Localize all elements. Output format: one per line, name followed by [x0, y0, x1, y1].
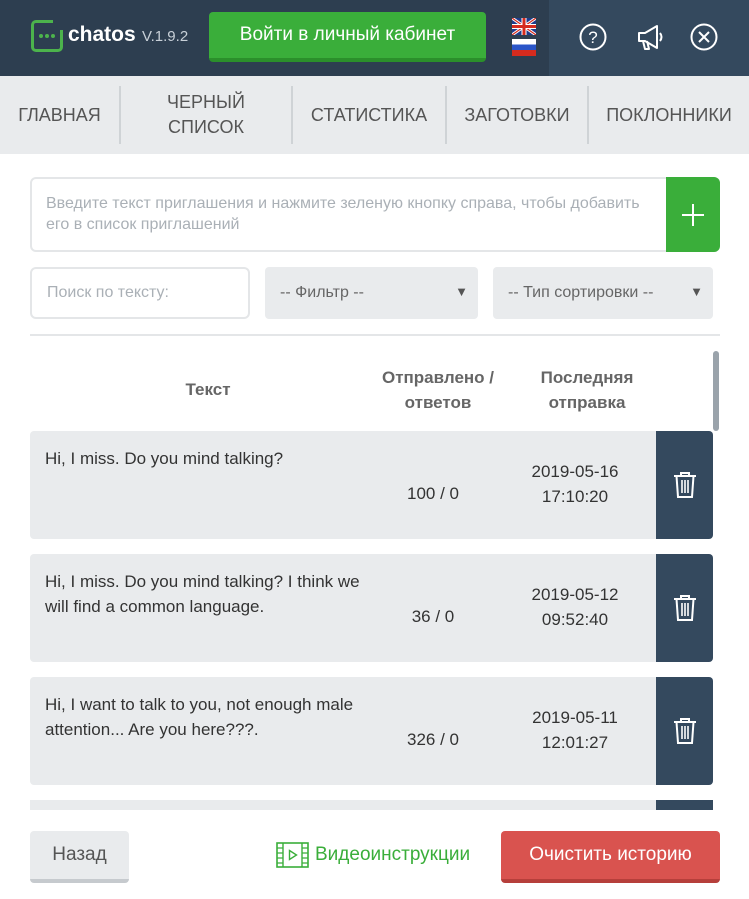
row-text: Hi, I miss. Do you mind talking?	[45, 449, 284, 468]
row-time: 12:01:27	[541, 733, 609, 752]
column-header-last-sent: Последняя отправка	[540, 368, 634, 412]
dropdown-arrow-icon: ▼	[690, 284, 703, 299]
sort-select-value: -- Тип сортировки --	[508, 284, 654, 301]
clear-history-button[interactable]: Очистить историю	[501, 831, 720, 883]
row-date: 2019-05-16	[531, 462, 619, 481]
row-time: 09:52:40	[541, 610, 609, 629]
trash-icon	[672, 471, 698, 499]
divider	[30, 334, 720, 336]
sort-select[interactable]	[493, 267, 713, 319]
tab-templates[interactable]: ЗАГОТОВКИ	[464, 104, 570, 125]
login-button[interactable]: Войти в личный кабинет	[209, 12, 486, 62]
row-time: 17:10:20	[541, 487, 609, 506]
search-input[interactable]: Поиск по тексту:	[30, 267, 250, 319]
english-flag-icon[interactable]	[512, 18, 536, 35]
plus-icon	[680, 202, 706, 228]
delete-row-button[interactable]	[656, 677, 713, 785]
tab-main[interactable]: ГЛАВНАЯ	[18, 104, 101, 125]
close-icon[interactable]	[689, 22, 719, 52]
chatos-logo-icon	[31, 20, 63, 52]
row-last-sent	[510, 582, 640, 632]
add-invite-button[interactable]	[666, 177, 720, 252]
tab-statistics[interactable]: СТАТИСТИКА	[310, 104, 428, 125]
row-text: Hi, I want to talk to you, not enough male attention... Are you here???.	[45, 695, 354, 739]
trash-icon	[672, 594, 698, 622]
dropdown-arrow-icon: ▼	[455, 284, 468, 299]
main-nav	[0, 76, 749, 154]
back-button[interactable]: Назад	[30, 831, 129, 883]
column-header-text: Текст	[185, 380, 231, 399]
row-sent-count: 36 / 0	[411, 607, 455, 626]
film-icon	[276, 842, 309, 868]
column-header-sent: Отправлено / ответов	[381, 368, 494, 412]
table-row	[30, 554, 713, 662]
row-last-sent	[510, 705, 640, 755]
delete-row-button[interactable]	[656, 554, 713, 662]
app-name: chatos	[68, 23, 136, 46]
row-last-sent	[510, 459, 640, 509]
megaphone-icon[interactable]	[635, 22, 665, 52]
scrollbar-thumb[interactable]	[713, 351, 719, 431]
svg-text:?: ?	[588, 28, 598, 47]
app-version: V.1.9.2	[142, 28, 189, 45]
tab-blacklist[interactable]: ЧЕРНЫЙ СПИСОК	[167, 92, 245, 137]
row-date: 2019-05-12	[531, 585, 619, 604]
tab-admirers[interactable]: ПОКЛОННИКИ	[606, 104, 732, 125]
video-instructions-label: Видеоинструкции	[315, 844, 471, 865]
help-icon[interactable]	[578, 22, 608, 52]
russian-flag-icon[interactable]	[512, 39, 536, 56]
row-sent-count: 100 / 0	[407, 484, 459, 503]
trash-icon	[672, 717, 698, 745]
table-row	[30, 677, 713, 785]
delete-row-button[interactable]	[656, 431, 713, 539]
row-sent-count: 326 / 0	[407, 730, 459, 749]
invite-placeholder: Введите текст приглашения и нажмите зеленую кнопку справа, чтобы добавить его в список приглашений	[46, 195, 640, 233]
filter-select-value: -- Фильтр --	[280, 284, 364, 301]
video-instructions-link[interactable]	[276, 840, 470, 870]
row-date: 2019-05-11	[532, 708, 618, 727]
filter-select[interactable]	[265, 267, 478, 319]
row-text: Hi, I miss. Do you mind talking? I think we will find a common language.	[45, 572, 360, 616]
table-row	[30, 431, 713, 539]
